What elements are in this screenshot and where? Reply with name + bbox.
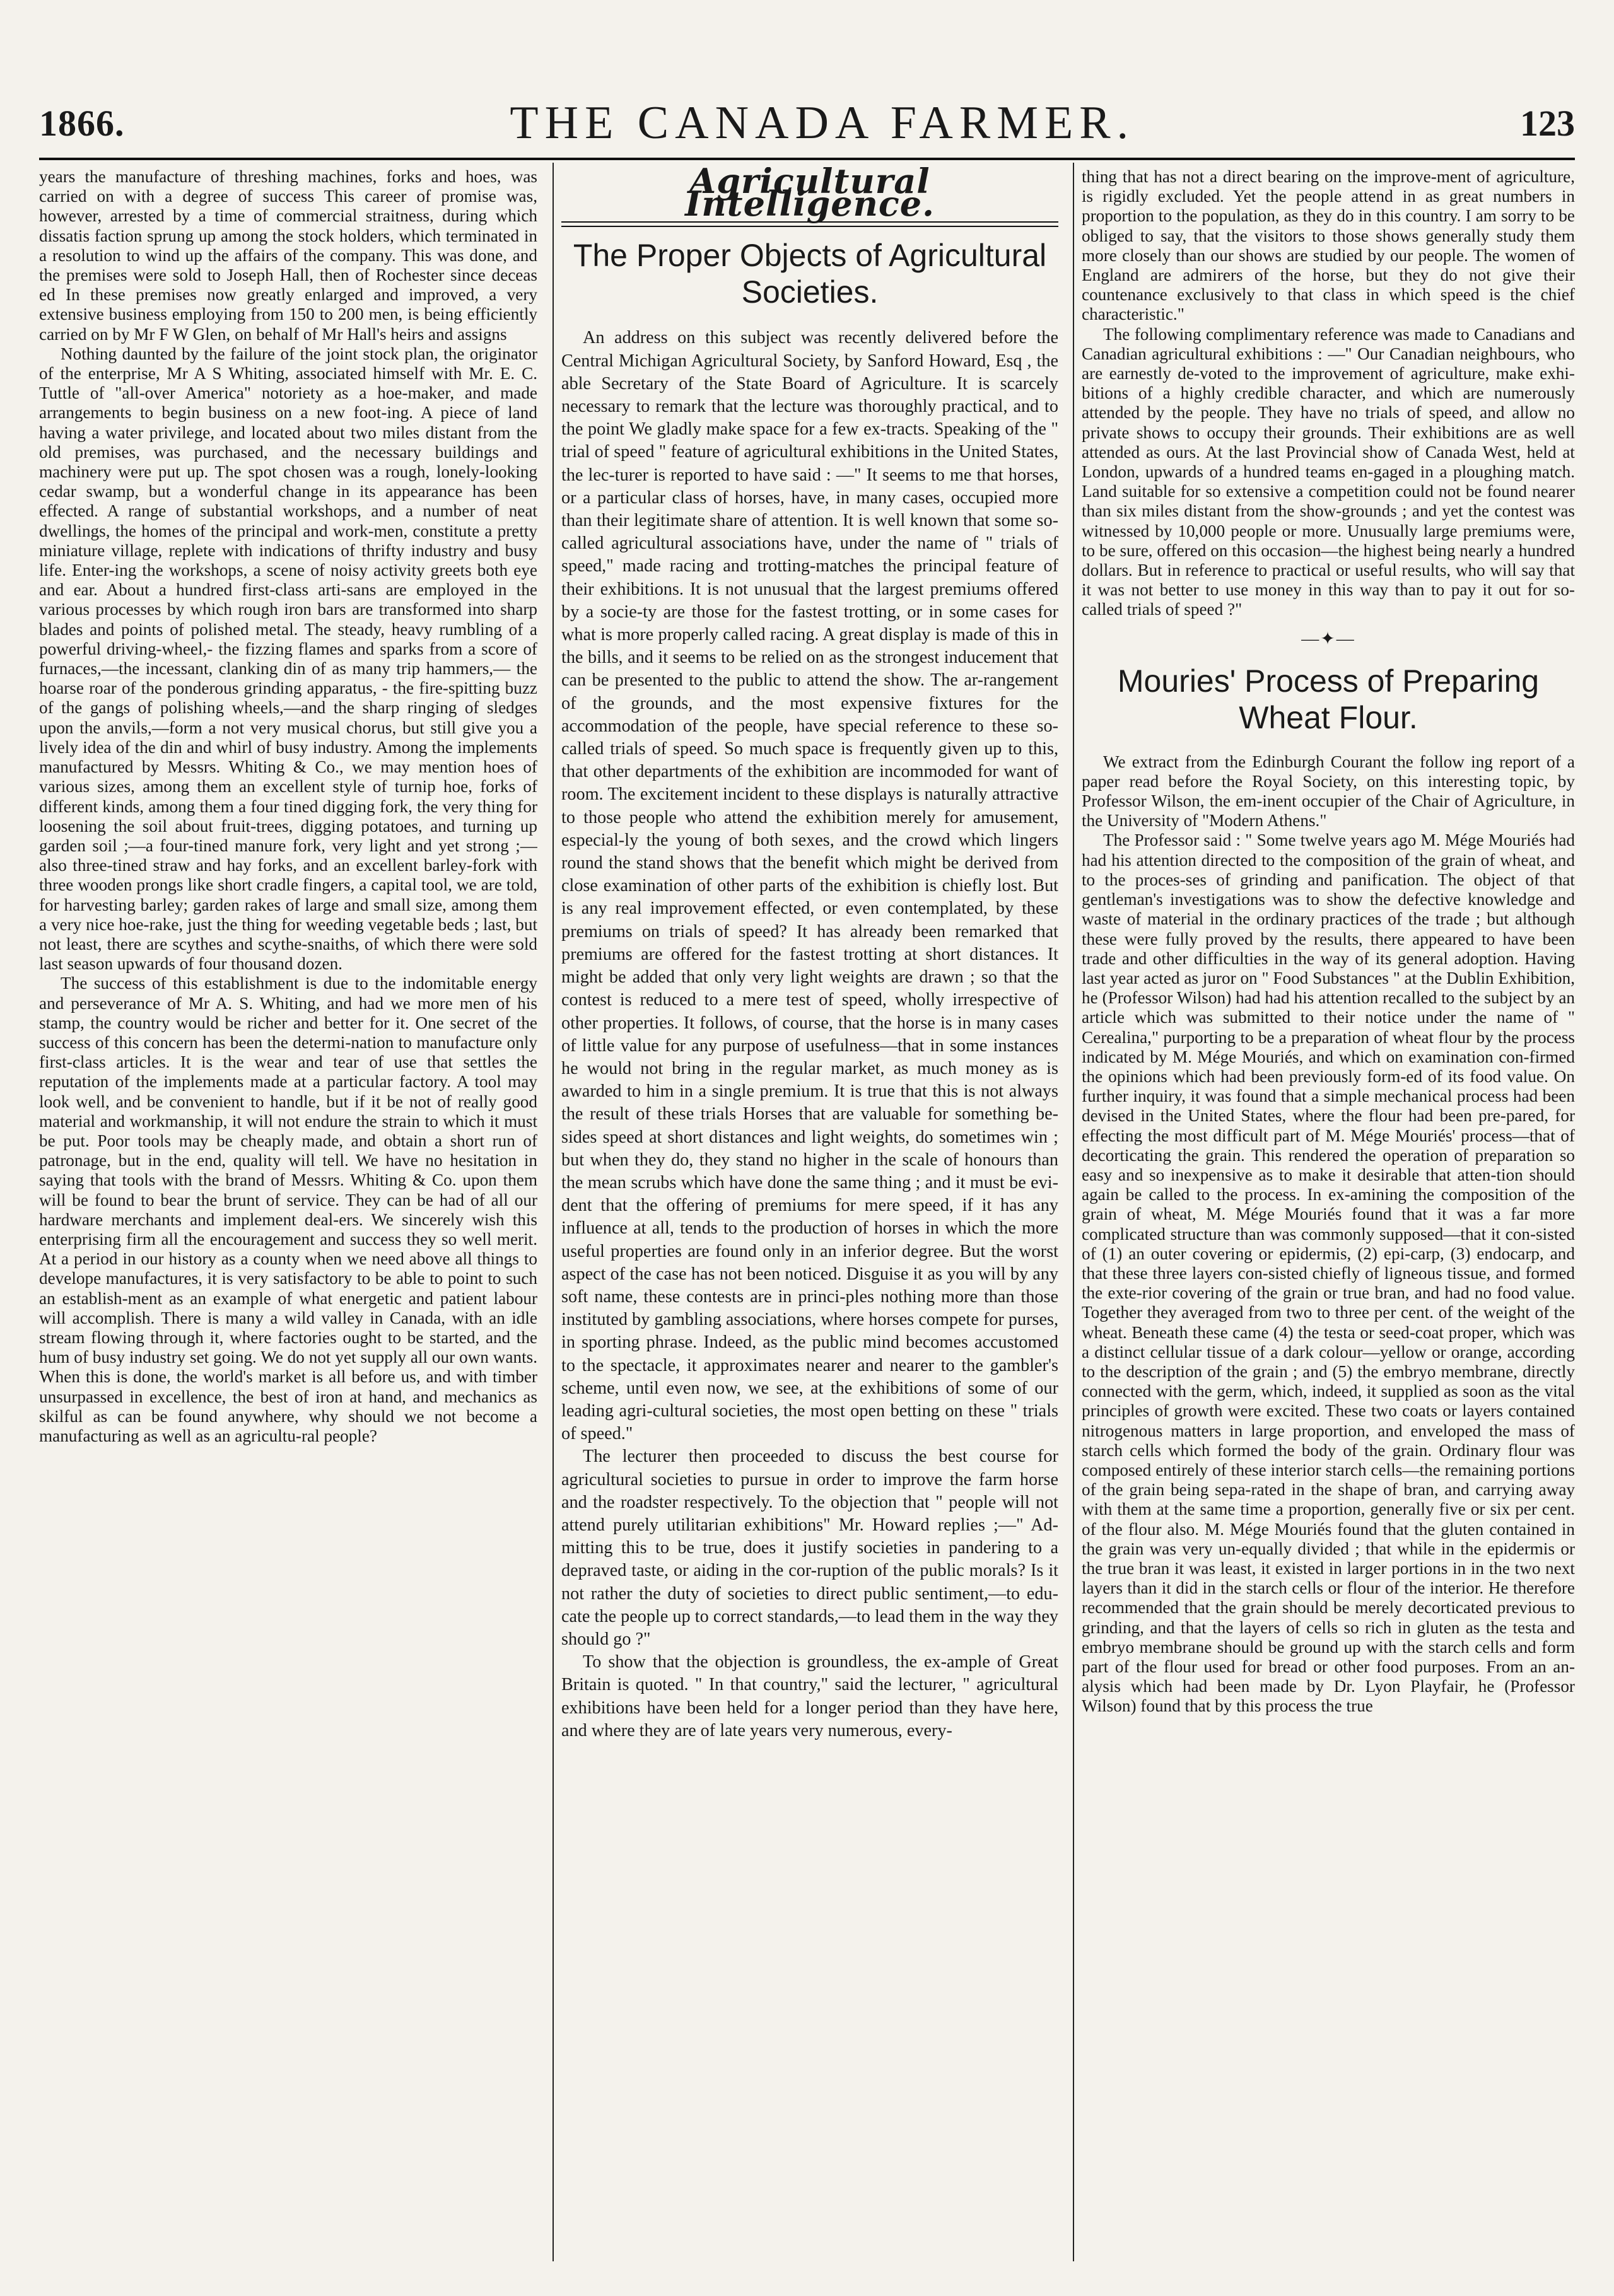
paragraph: years the manufacture of threshing machines, forks and hoes, was carried on with a degree of success This career of promise was, however, arrested by a time of commercial straitness, during which dissatis faction sprung up among the stock holders, which terminated in a resolution to wind up the affairs of the company. This was done, and the premises were sold to Joseph Hall, then of Rochester since deceas ed In these premises now greatly enlarged and improved, a very extensive business employing from 150 to 200 men, is being efficiently carried on by Mr F W Glen, on behalf of Mr Hall's heirs and assigns [39,167,537,344]
paragraph: The success of this establishment is due to the indomitable energy and perseverance of Mr A. S. Whiting, and had we more men of his stamp, the country would be richer and better for it. One secret of the success of this concern has been the determi-nation to manufacture only first-class articles. It is the wear and tear of use that settles the reputation of the implements made at a particular factory. A tool may look well, and be convenient to handle, but if it be not of really good material and workmanship, it will not endure the strain to which it must be put. Poor tools may be cheaply made, and obtain a short run of patronage, but in the end, quality will tell. We have no hesitation in saying that tools with the brand of Messrs. Whiting & Co. upon them will be found to bear the brunt of service. They can be had of all our hardware merchants and implement deal-ers. We sincerely wish this enterprising firm all the encouragement and success they so well merit. At a period in our history as a county when we need above all things to develope manufactures, it is very satisfactory to be able to point to such an establish-ment as an example of what energetic and patient labour will accomplish. There is many a wild valley in Canada, with an idle stream flowing through it, where factories ought to be started, and the hum of busy industry set going. We do not yet supply all our own wants. When this is done, the world's market is all before us, and with timber unsurpassed in excellence, the best of iron at hand, and mechanics as skilful as can be found anywhere, why should we not become a manufacturing as well as an agricultu-ral people? [39,974,537,1445]
page-number: 123 [1519,102,1575,144]
paragraph: Nothing daunted by the failure of the joint stock plan, the originator of the enterprise, Mr A S Whiting, associated himself with Mr. E. C. Tuttle of "all-over America" notoriety as a hoe-maker, and made arrangements to begin business on a new foot-ing. A piece of land having a water privilege, and located about two miles distant from the old premises, was purchased, and the necessary buildings and machinery were put up. The spot chosen was a rough, lonely-looking cedar swamp, but a wonderful change in its appearance has been effected. A range of substantial workshops, and a number of neat dwellings, the homes of the principal and work-men, constitute a pretty miniature village, replete with indications of thrifty industry and busy life. Enter-ing the workshops, a scene of noisy activity greets both eye and ear. About a hundred first-class arti-sans are employed in the various processes by which rough iron bars are transformed into sharp blades and points of polished metal. The steady, heavy rumbling of a powerful driving-wheel,- the fizzing flames and sparks from a score of furnaces,—the incessant, clanking din of as many trip hammers,— the hoarse roar of the ponderous grinding apparatus, - the fire-spitting buzz of the gangs of polishing wheels,—and the sharp ringing of sledges upon the anvils,—form a not very musical chorus, but still give you a lively idea of the din and whirl of busy industry. Among the implements manufactured by Messrs. Whiting & Co., we may mention hoes of various sizes, among them an excellent style of turnip hoe, forks of different kinds, among them a four tined digging fork, the very thing for loosening the soil about fruit-trees, digging potatoes, and turning up garden soil ;—a four-tined manure fork, very light and yet strong ;—also three-tined straw and hay forks, and an excellent barley-fork with three wooden prongs like short cradle fingers, a capital tool, we are told, for harvesting barley; garden rakes of large and small size, among them a very nice hoe-rake, just the thing for weeding vegetable beds ; last, but not least, there are scythes and scythe-snaiths, of which there were sold last season upwards of four thousand dozen. [39,344,537,974]
issue-year: 1866. [39,102,125,144]
paragraph: The Professor said : " Some twelve years ago M. Mége Mouriés had had his attention directed to the composition of the grain of wheat, and to the proces-ses of grinding and panification. The object of that gentleman's investigations was to show the defective knowledge and waste of material in the ordinary practices of the trade ; but although these were fully proved by the results, there appeared to have been trade and other difficulties in the way of its general adoption. Having last year acted as juror on " Food Substances " at the Dublin Exhibition, he (Professor Wilson) had had his attention recalled to the subject by an article which was submitted to their notice under the name of " Cerealina," purporting to be a preparation of wheat flour by the process indicated by M. Mége Mouriés, and which on examination con-firmed the opinions which had been previously form-ed of its food value. On further inquiry, it was found that a simple mechanical process had been devised in the United States, where the flour had been pre-pared, for effecting the most difficult part of M. Mége Mouriés' process—that of decorticating the grain. This rendered the operation of preparation so easy and so inexpensive as to make it desirable that atten-tion should again be called to the process. In ex-amining the composition of the grain of wheat, M. Mége Mouriés found that it was a far more complicated structure than was commonly supposed—that it con-sisted of (1) an outer covering or epidermis, (2) epi-carp, (3) endocarp, and that these three layers con-sisted chiefly of ligneous tissue, and formed the exte-rior covering of the grain or true bran, and had no food value. Together they averaged from two to three per cent. of the weight of the wheat. Beneath these came (4) the testa or seed-coat proper, which was a distinct cellular tissue of a dark colour—yellow or orange, according to the description of the grain ; and (5) the embryo membrane, directly connected with the germ, which, indeed, it supplied as soon as the vital principles of growth were excited. These two coats or layers contained nitrogenous matters in large proportion, and enveloped the mass of starch cells which formed the body of the grain. Ordinary flour was composed entirely of these interior starch cells—the remaining portions of the grain being sepa-rated in the shape of bran, and carrying away with them at the same time a proportion, generally five or six per cent. of the flour also. M. Mége Mouriés found that the gluten contained in the grain was very un-equally divided ; that while in the epidermis or the true bran it was least, it existed in larger portions in in the two next layers than it did in the starch cells or flour of the interior. He therefore recommended that the grain should be merely decorticated previous to grinding, and that the layers of cells so rich in gluten as the testa and embryo membrane should be ground up with the starch cells and form part of the flour used for bread or other food purposes. From an an-alysis which had been made by Dr. Lyon Playfair, he (Professor Wilson) found that by this process the true [1082,830,1575,1716]
ornament-divider: —✦— [1301,629,1355,649]
paragraph: The following complimentary reference was made to Canadians and Canadian agricultural exhibitions : —" Our Canadian neighbours, who are earnestly de-voted to the improvement of agriculture, make exhi-bitions of a highly credible character, and which are numerously attended by the people. They have no trials of speed, and allow no private shows to occupy their grounds. Their exhibitions are as well attended as ours. At the last Provincial show of Canada West, held at London, upwards of a hundred teams en-gaged in a ploughing match. Land suitable for so extensive a competition could not be found nearer than six miles distant from the show-grounds ; and yet the contest was witnessed by 10,000 people or more. Unusually large premiums were, to be sure, offered on this occasion—the highest being nearly a hundred dollars. But in reference to practical or useful results, who will say that it was not better to use money in this way than to pay it out for so-called trials of speed ?" [1082,324,1575,619]
column-1 [39,167,537,2258]
column-2 [561,167,1058,2258]
paragraph: An address on this subject was recently delivered before the Central Michigan Agricultural Society, by Sanford Howard, Esq , the able Secretary of the State Board of Agriculture. It is scarcely necessary to remark that the lecture was thoroughly practical, and to the point We gladly make space for a few ex-tracts. Speaking of the " trial of speed " feature of agricultural exhibitions in the United States, the lec-turer is reported to have said : —" It seems to me that horses, or a particular class of horses, have, in many cases, occupied more than their legitimate share of attention. It is well known that some so-called agricultural associations have, under the name of " trials of speed," made racing and trotting-matches the principal feature of their exhibitions. It is not unusual that the largest premiums offered by a socie-ty are those for the fastest trotting, or in some cases for what is more properly called racing. A great display is made of this in the bills, and it seems to be relied on as the strongest inducement that can be presented to the public to attend the show. The ar-rangement of the grounds, and the most expensive fixtures for the accommodation of the people, have special reference to these so-called trials of speed. So much space is frequently given up to this, that other departments of the exhibition are incommoded for want of room. The excitement incident to these displays is naturally attractive to those people who attend the exhibition merely for amusement, especial-ly the young of both sexes, and the crowd which lingers round the stand shows that the benefit which might be derived from close examination of other parts of the exhibition is chiefly lost. But is any real improvement effected, or even contemplated, by these premiums on trials of speed? It has already been remarked that premiums are offered for the fastest trotting at short distances. It might be added that only very light weights are drawn ; so that the contest is reduced to a mere test of speed, wholly irrespective of other properties. It follows, of course, that the horse is in many cases of little value for any purpose of usefulness—that in some instances he would not bring in the regular market, as much money as is awarded to him in a single premium. It is true that this is not always the result of these trials Horses that are valuable for something be-sides speed at short distances and light weights, do sometimes win ; but when they do, they stand no higher in the scale of honours than the mean scrubs which have done the same thing ; and it must be evi-dent that the offering of premiums for mere speed, if it has any influence at all, tends to the production of horses in which the more useful properties are found only in an inferior degree. But the worst aspect of the case has not been noticed. Disguise it as you will by any soft name, these contests are in princi-ples nothing more than those instituted by gambling associations, where horses compete for purses, in sporting phrase. Indeed, as the public mind becomes accustomed to the spectacle, it approximates nearer and nearer to the gambler's scheme, until even now, we see, at the exhibitions of some of our leading agri-cultural societies, the most open betting on these " trials of speed." [561,328,1058,1444]
paragraph: The lecturer then proceeded to discuss the best course for agricultural societies to pursue in order to improve the farm horse and the roadster respectively. To the objection that " people will not attend purely utilitarian exhibitions" Mr. Howard replies ;—" Ad-mitting this to be true, does it justify societies in pandering to a depraved taste, or aiding in the cor-ruption of the public morals? Is it not rather the duty of societies to direct public sentiment,—to edu-cate the people up to correct standards,—to lead them in the way they should go ?" [561,1447,1058,1649]
column-divider-1 [553,163,554,2261]
newspaper-title: THE CANADA FARMER. [510,96,1135,149]
masthead [39,95,1575,151]
article-title: The Proper Objects of Agricultural Societies. [573,238,1047,310]
column-3 [1082,167,1575,2258]
paragraph: To show that the objection is groundless, the ex-ample of Great Britain is quoted. " In that country," said the lecturer, " agricultural exhibitions have been held for a longer period than they have here, and where they are of late years very numerous, every- [561,1652,1058,1740]
paragraph: thing that has not a direct bearing on the improve-ment of agriculture, is rigidly excluded. Yet the people attend in as great numbers in proportion to the population, as they do in this country. I am sorry to be obliged to say, that the visitors to those shows generally study them more closely than our shows are studied by our people. The women of England are admirers of the horse, but they do not give their countenance exclusively to that class in which speed is the chief characteristic." [1082,167,1575,324]
article-title: Mouries' Process of Preparing Wheat Flour. [1117,663,1540,735]
masthead-rule [39,158,1575,160]
paragraph: We extract from the Edinburgh Courant the follow ing report of a paper read before the Royal Society, on this interesting topic, by Professor Wilson, the em-inent occupier of the Chair of Agriculture, in the University of "Modern Athens." [1082,752,1575,830]
column-divider-2 [1073,163,1074,2261]
section-heading: Agricultural Intelligence. [685,167,935,224]
